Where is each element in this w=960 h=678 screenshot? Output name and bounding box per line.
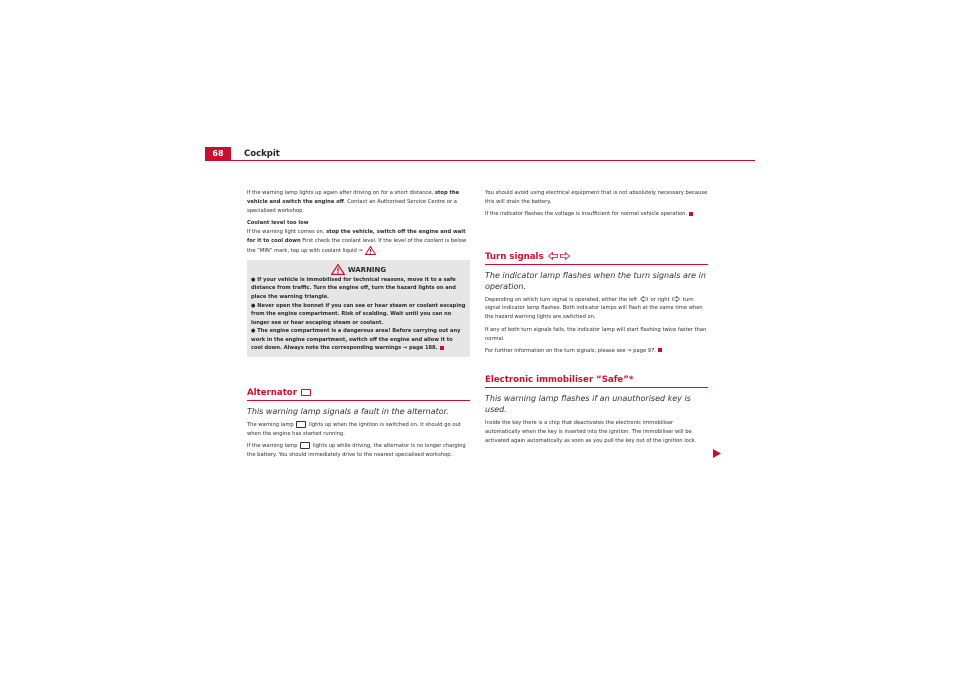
heading-rule <box>485 264 708 265</box>
continue-arrow-icon <box>713 449 721 458</box>
warning-text: The engine compartment is a dangerous area! Before carrying out any work in the engine compartment, switch off the engine and allow it to cool down. Always note the corresponding warnings ⇒ page 188. <box>251 328 461 352</box>
turn-signals-heading <box>485 251 708 263</box>
battery-icon <box>301 389 311 396</box>
text: If the warning lamp lights up again after driving on for a short distance, <box>247 190 435 196</box>
section-title: Cockpit <box>244 149 280 159</box>
header-rule <box>205 160 755 161</box>
warning-item <box>251 302 466 328</box>
immobiliser-heading: Electronic immobiliser “Safe”* <box>485 375 634 386</box>
emphasis-text: stop the vehicle, switch off the engine and wait for it to cool down <box>247 229 466 244</box>
end-marker <box>440 346 444 350</box>
warning-title: WARNING <box>347 265 387 274</box>
paragraph: If any of both turn signals fails, the indicator lamp will start flashing twice faster than normal. <box>485 326 707 342</box>
end-marker <box>658 348 662 352</box>
emphasis-text: stop the vehicle and switch the engine off <box>247 190 460 205</box>
paragraph <box>485 347 708 356</box>
paragraph <box>485 296 708 323</box>
text: The warning lamp <box>247 422 296 429</box>
warning-text: Never open the bonnet if you can see or hear steam or coolant escaping from the engine compartment. Risk of scalding. Wait until you can no longer see or hear escaping steam or coolant. <box>251 302 466 326</box>
warning-header <box>251 264 466 276</box>
warning-item <box>251 276 466 302</box>
text: . Contact an Authorised Service Centre or a specialised workshop. <box>247 198 457 214</box>
warning-box <box>247 260 470 357</box>
left-turn-arrow-icon <box>640 296 648 302</box>
right-turn-arrow-icon <box>672 296 680 302</box>
bullet: ● <box>251 302 256 309</box>
bullet: ● <box>251 328 256 335</box>
left-turn-arrow-icon <box>548 252 558 260</box>
warning-item <box>251 327 466 353</box>
right-column <box>485 189 708 449</box>
battery-icon <box>300 442 310 449</box>
turn-signals-subtitle: The indicator lamp flashes when the turn signals are in operation. <box>485 270 706 291</box>
right-turn-arrow-icon <box>560 252 570 260</box>
warning-triangle-icon <box>331 264 345 275</box>
text: First check the coolant level. If the level of the coolant is below the “MIN” mark, top up with coolant liquid ⇒ <box>247 237 467 254</box>
paragraph <box>247 442 470 460</box>
paragraph <box>247 421 470 439</box>
bullet: ● <box>251 276 256 283</box>
paragraph <box>247 228 470 256</box>
alternator-heading <box>247 387 470 399</box>
paragraph <box>485 210 708 219</box>
heading-rule <box>247 400 470 401</box>
alternator-subtitle: This warning lamp signals a fault in the alternator. <box>247 407 449 417</box>
end-marker <box>689 212 693 216</box>
text: For further information on the turn signals, please see ⇒ page 97. <box>485 347 657 354</box>
warning-triangle-icon <box>365 246 376 255</box>
warning-text: If your vehicle is immobilised for technical reasons, move it to a safe distance from traffic. Turn the engine off, turn the hazard lights on and place the warning triangle. <box>251 276 456 300</box>
text: lights up when the ignition is switched on. It should go out when the engine has started running. <box>247 422 461 437</box>
paragraph <box>247 189 470 216</box>
paragraph: Inside the key there is a chip that deactivates the electronic immobiliser automatically when the key is inserted into the ignition. The immobiliser will be activated again automatically as soon as you pull the key out of the ignition lock. <box>485 420 697 444</box>
text: lights up while driving, the alternator is no longer charging the battery. You should immediately drive to the nearest specialised workshop. <box>247 443 466 459</box>
coolant-heading: Coolant level too low <box>247 220 309 227</box>
left-column <box>247 189 470 463</box>
page-number: 68 <box>205 147 231 161</box>
text: If the warning light comes on, <box>247 229 327 236</box>
battery-icon <box>296 421 306 428</box>
text: . <box>377 247 380 254</box>
text: Depending on which turn signal is operated, either the left <box>485 296 639 303</box>
paragraph: You should avoid using electrical equipment that is not absolutely necessary because this will drain the battery. <box>485 190 708 205</box>
text: turn signal indicator lamp flashes. Both indicator lamps will flash at the same time when the hazard warning lights are switched on. <box>485 296 703 321</box>
heading-text: Turn signals <box>485 251 544 262</box>
text: If the indicator flashes the voltage is insufficient for normal vehicle operation. <box>485 211 688 218</box>
immobiliser-subtitle: This warning lamp flashes if an unauthorised key is used. <box>485 394 691 415</box>
text: If the warning lamp <box>247 443 300 450</box>
heading-rule <box>485 387 708 388</box>
heading-text: Alternator <box>247 388 297 399</box>
text: or right <box>648 296 672 303</box>
